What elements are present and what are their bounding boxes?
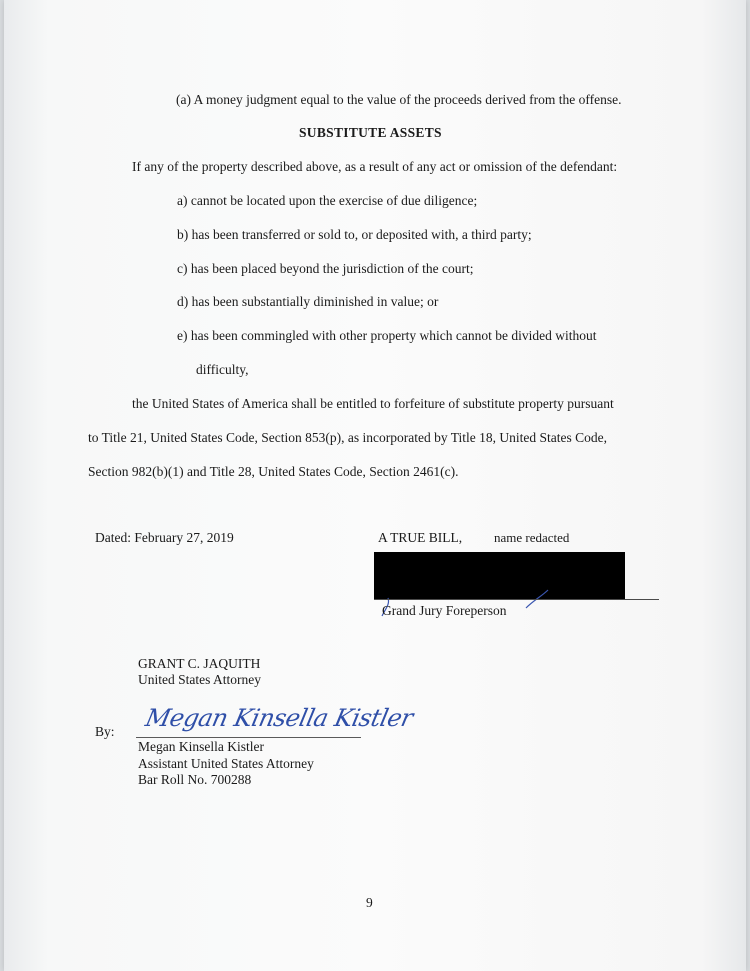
list-item-c: c) has been placed beyond the jurisdiction of the court; [177, 261, 474, 276]
list-item-a: a) cannot be located upon the exercise of due diligence; [177, 193, 478, 208]
handwritten-signature: Megan Kinsella Kistler [143, 704, 416, 732]
document-page [4, 0, 746, 971]
conclusion-line-1: the United States of America shall be entitled to forfeiture of substitute property pursuant [132, 396, 614, 411]
section-heading: SUBSTITUTE ASSETS [299, 125, 442, 140]
conclusion-line-3: Section 982(b)(1) and Title 28, United States Code, Section 2461(c). [88, 464, 459, 479]
assistant-name: Megan Kinsella Kistler [138, 739, 264, 754]
bar-roll-number: Bar Roll No. 700288 [138, 772, 252, 787]
attorney-signature-line [136, 737, 361, 738]
attorney-name: GRANT C. JAQUITH [138, 656, 261, 671]
foreperson-label: Grand Jury Foreperson [382, 603, 507, 618]
list-item-b: b) has been transferred or sold to, or deposited with, a third party; [177, 227, 532, 242]
attorney-title: United States Attorney [138, 672, 261, 687]
list-item-e-continued: difficulty, [196, 362, 249, 377]
conclusion-line-2: to Title 21, United States Code, Section 853(p), as incorporated by Title 18, United States Code, [88, 430, 607, 445]
true-bill: A TRUE BILL, [378, 530, 463, 545]
paragraph-a: (a) A money judgment equal to the value of the proceeds derived from the offense. [176, 92, 622, 107]
list-item-e: e) has been commingled with other property which cannot be divided without [177, 328, 597, 343]
page-number: 9 [366, 895, 373, 910]
redaction-note: name redacted [494, 530, 570, 545]
intro-paragraph: If any of the property described above, as a result of any act or omission of the defendant: [132, 159, 618, 174]
foreperson-signature-line [374, 599, 659, 600]
assistant-title: Assistant United States Attorney [138, 756, 314, 771]
by-label: By: [95, 724, 115, 739]
list-item-d: d) has been substantially diminished in value; or [177, 294, 439, 309]
dated-line: Dated: February 27, 2019 [95, 530, 234, 545]
